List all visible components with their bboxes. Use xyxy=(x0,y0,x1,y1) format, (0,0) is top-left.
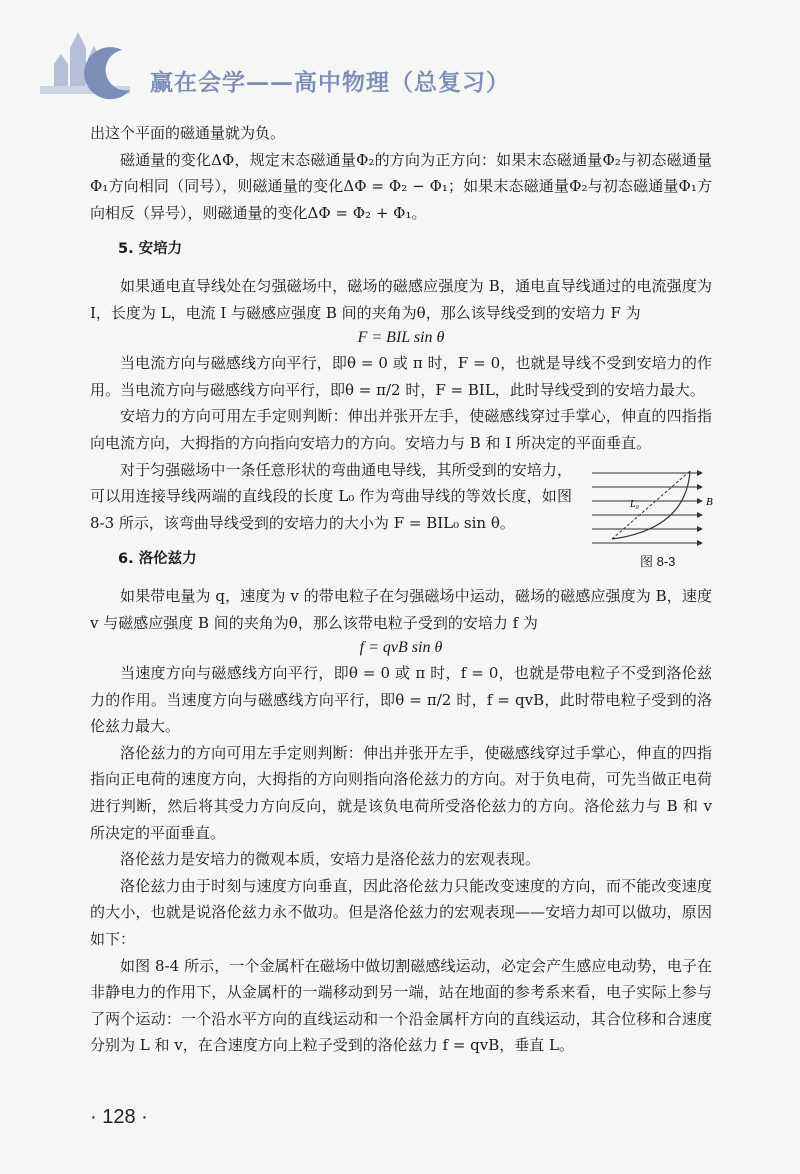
paragraph: 磁通量的变化ΔΦ，规定末态磁通量Φ₂的方向为正方向：如果末态磁通量Φ₂与初态磁通量Φ₁方向相同（同号），则磁通量的变化ΔΦ = Φ₂ − Φ₁；如果末态磁通量Φ₂与初态磁通量Φ₁方向相反（异号），则磁通量的变化ΔΦ = Φ₂ + Φ₁。 xyxy=(90,150,712,222)
paragraph: 对于匀强磁场中一条任意形状的弯曲通电导线，其所受到的安培力，可以用连接导线两端的直线段的长度 L₀ 作为弯曲导线的等效长度，如图 8-3 所示，该弯曲导线受到的安培力的大小为 F = BIL₀ sin θ。 xyxy=(90,460,572,532)
section-heading: 5. 安培力 xyxy=(118,241,183,258)
page-header xyxy=(0,0,800,120)
paragraph: 安培力的方向可用左手定则判断：伸出并张开左手，使磁感线穿过手掌心，伸直的四指指向电流方向，大拇指的方向指向安培力的方向。安培力与 B 和 I 所决定的平面垂直。 xyxy=(90,407,712,452)
figure-caption: 图 8-3 xyxy=(640,553,676,569)
book-title: 赢在会学——高中物理（总复习） xyxy=(150,70,510,96)
figure-label-l0: L₀ xyxy=(630,498,640,510)
paragraph: 当电流方向与磁感线方向平行，即θ = 0 或 π 时，F = 0，也就是导线不受到安培力的作用。当电流方向与磁感线方向平行，即θ = π/2 时，F = BIL，此时导线受到的安培力最大。 xyxy=(90,354,712,399)
figure-label-b: B xyxy=(706,495,713,508)
figure-8-3 xyxy=(590,467,720,547)
formula: f = qvB sin θ xyxy=(359,639,443,657)
paragraph: 洛伦兹力由于时刻与速度方向垂直，因此洛伦兹力只能改变速度的方向，而不能改变速度的大小，也就是说洛伦兹力永不做功。但是洛伦兹力的宏观表现——安培力却可以做功，原因如下： xyxy=(90,876,712,949)
paragraph: 洛伦兹力是安培力的微观本质，安培力是洛伦兹力的宏观表现。 xyxy=(120,850,541,869)
castle-logo-icon xyxy=(30,28,150,108)
page-number: · 128 · xyxy=(90,1106,148,1128)
paragraph: 洛伦兹力的方向可用左手定则判断：伸出并张开左手，使磁感线穿过手掌心，伸直的四指指向正电荷的速度方向，大拇指的方向则指向洛伦兹力的方向。对于负电荷，可先当做正电荷进行判断，然后将其受力方向反向，就是该负电荷所受洛伦兹力的方向。洛伦兹力与 B 和 v 所决定的平面垂直。 xyxy=(90,743,712,842)
section-heading: 6. 洛伦兹力 xyxy=(118,551,197,568)
formula: F = BIL sin θ xyxy=(357,329,445,347)
paragraph: 出这个平面的磁通量就为负。 xyxy=(90,124,286,142)
paragraph: 如果通电直导线处在匀强磁场中，磁场的磁感应强度为 B，通电直导线通过的电流强度为 I，长度为 L，电流 I 与磁感应强度 B 间的夹角为θ，那么该导线受到的安培力 F 为 xyxy=(90,276,712,322)
paragraph: 如图 8-4 所示，一个金属杆在磁场中做切割磁感线运动，必定会产生感应电动势，电子在非静电力的作用下，从金属杆的一端移动到另一端，站在地面的参考系来看，电子实际上参与了两个运动：一个沿水平方向的直线运动和一个沿金属杆方向的直线运动，其合位移和合速度分别为 L 和 v，在合速度方向上粒子受到的洛伦兹力 f = qvB，垂直 L。 xyxy=(90,956,712,1055)
paragraph: 如果带电量为 q，速度为 v 的带电粒子在匀强磁场中运动，磁场的磁感应强度为 B，速度 v 与磁感应强度 B 间的夹角为θ，那么该带电粒子受到的安培力 f 为 xyxy=(90,586,712,632)
paragraph: 当速度方向与磁感线方向平行，即θ = 0 或 π 时，f = 0，也就是带电粒子不受到洛伦兹力的作用。当速度方向与磁感线方向平行，即θ = π/2 时，f = qvB，此时带电粒子受到的洛伦兹力最大。 xyxy=(90,664,712,736)
page-content xyxy=(90,120,712,1059)
